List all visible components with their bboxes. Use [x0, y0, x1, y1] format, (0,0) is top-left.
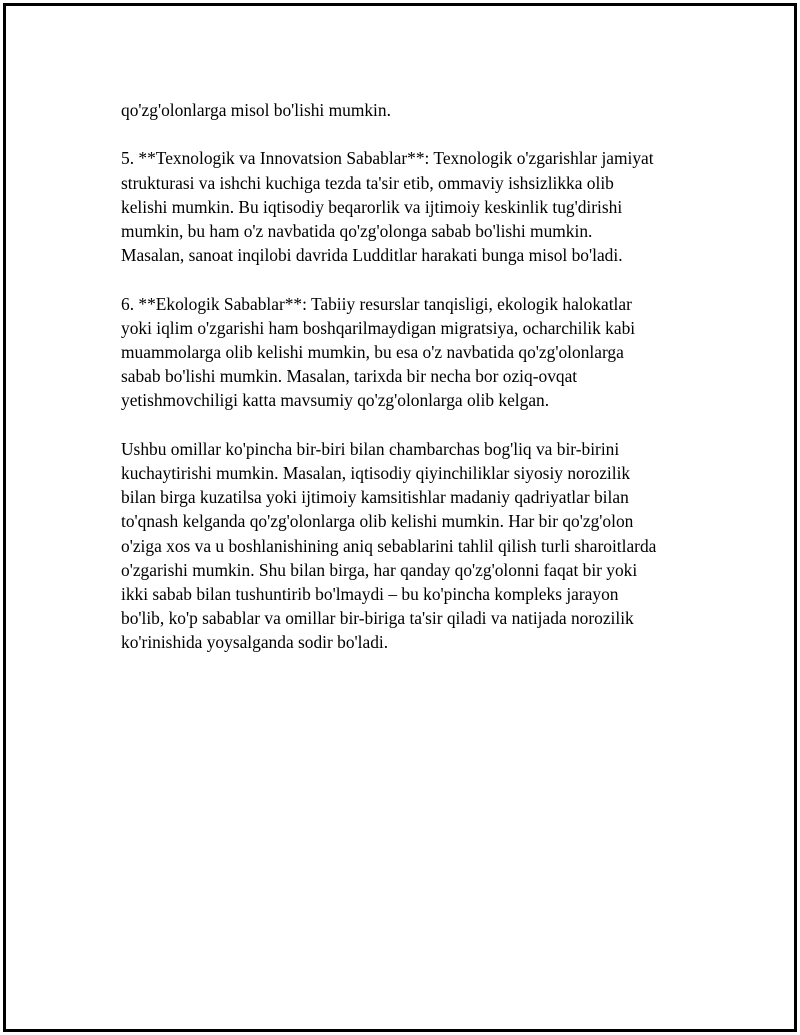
- paragraph-item-6: [121, 292, 706, 413]
- text-line: bo'lib, ko'p sabablar va omillar bir-biriga ta'sir qiladi va natijada norozilik: [121, 608, 634, 629]
- text-line: Ushbu omillar ko'pincha bir-biri bilan chambarchas bog'liq va bir-birini: [121, 438, 620, 459]
- text-line: mumkin, bu ham o'z navbatida qo'zg'olonga sabab bo'lishi mumkin.: [121, 221, 593, 241]
- text-line: o'zgarishi mumkin. Shu bilan birga, har qanday qo'zg'olonni faqat bir yoki: [121, 559, 638, 580]
- text-line: 6. **Ekologik Sabablar**: Tabiiy resurslar tanqisligi, ekologik halokatlar: [121, 293, 632, 314]
- document-body: [121, 98, 706, 655]
- page-frame: [3, 3, 797, 1032]
- paragraph-item-5: [121, 146, 706, 267]
- text-line: ikki sabab bilan tushuntirib bo'lmaydi – bu ko'pincha kompleks jarayon: [121, 584, 619, 605]
- text-line: muammolarga olib kelishi mumkin, bu esa o'z navbatida qo'zg'olonlarga: [121, 342, 624, 362]
- text-line: qo'zg'olonlarga misol bo'lishi mumkin.: [121, 100, 391, 120]
- text-line: kelishi mumkin. Bu iqtisodiy beqarorlik va ijtimoiy keskinlik tug'dirishi: [121, 196, 623, 217]
- paragraph-conclusion: [121, 437, 706, 655]
- text-line: strukturasi va ishchi kuchiga tezda ta'sir etib, ommaviy ishsizlikka olib: [121, 172, 614, 193]
- text-line: bilan birga kuzatilsa yoki ijtimoiy kamsitishlar madaniy qadriyatlar bilan: [121, 487, 629, 508]
- text-line: ko'rinishida yoysalganda sodir bo'ladi.: [121, 632, 389, 653]
- text-line: yetishmovchiligi katta mavsumiy qo'zg'olonlarga olib kelgan.: [121, 390, 550, 411]
- text-line: kuchaytirishi mumkin. Masalan, iqtisodiy qiyinchiliklar siyosiy norozilik: [121, 463, 631, 483]
- text-line: sabab bo'lishi mumkin. Masalan, tarixda bir necha bor oziq-ovqat: [121, 366, 578, 387]
- text-line: Masalan, sanoat inqilobi davrida Ludditlar harakati bunga misol bo'ladi.: [121, 245, 623, 266]
- text-line: 5. **Texnologik va Innovatsion Sabablar**: Texnologik o'zgarishlar jamiyat: [121, 148, 654, 169]
- paragraph-continuation: [121, 98, 706, 122]
- text-line: to'qnash kelganda qo'zg'olonlarga olib kelishi mumkin. Har bir qo'zg'olon: [121, 511, 634, 532]
- text-line: yoki iqlim o'zgarishi ham boshqarilmaydigan migratsiya, ocharchilik kabi: [121, 317, 636, 338]
- text-line: o'ziga xos va u boshlanishining aniq sebablarini tahlil qilish turli sharoitlarda: [121, 535, 657, 556]
